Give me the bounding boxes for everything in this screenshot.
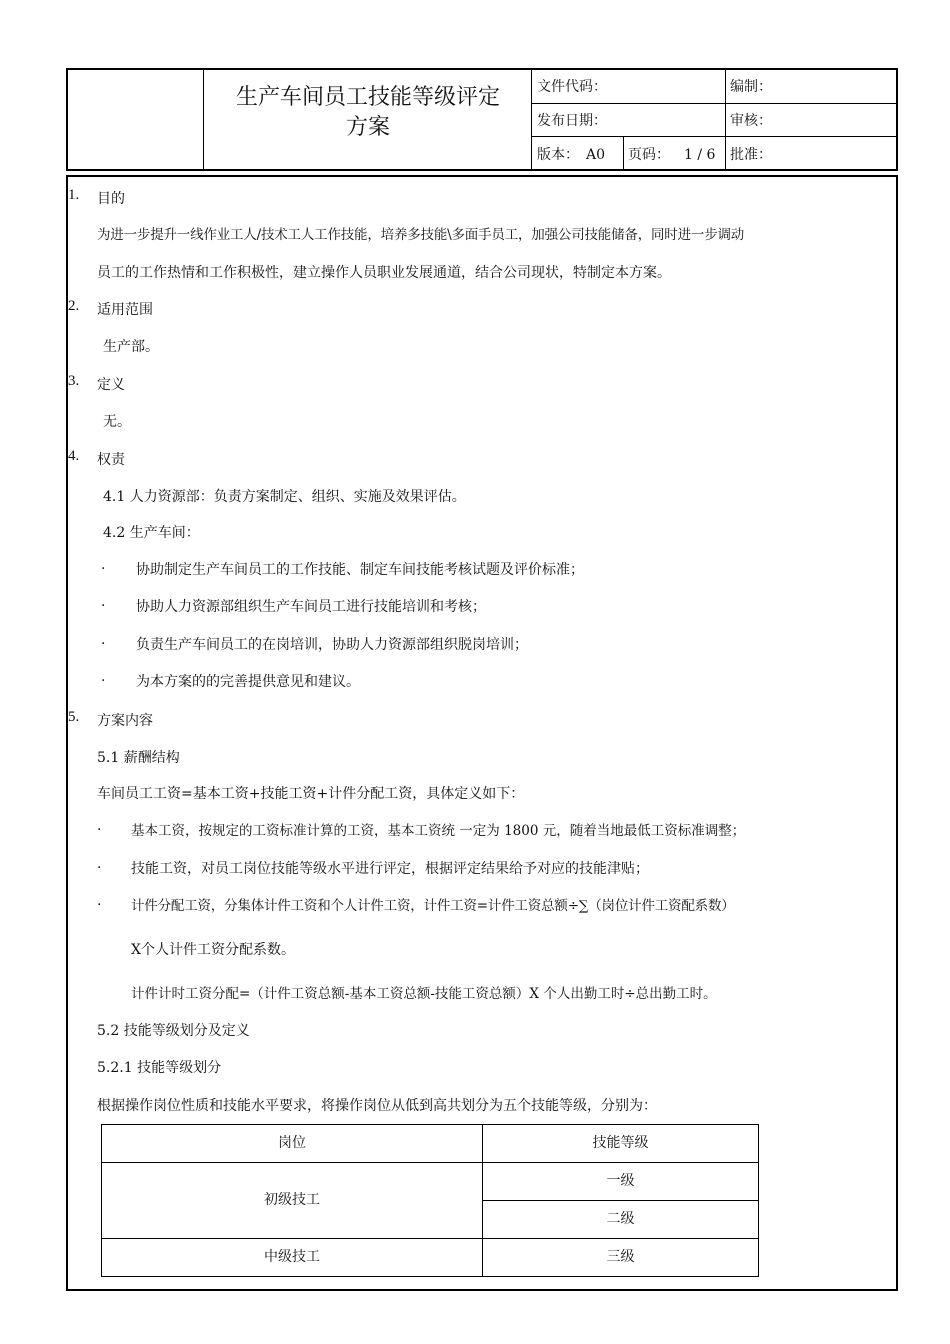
section-1-title: 目的 (97, 191, 125, 207)
section-5-bullet-1: 基本工资，按规定的工资标准计算的工资，基本工资统 一定为 1800 元，随着当地最低工资标准调整； (131, 823, 746, 839)
section-3-paragraph: 无。 (103, 414, 131, 430)
bullet-dot: · (101, 636, 106, 652)
prepared-by-label: 编制： (730, 79, 772, 95)
table-cell-junior-technician: 初级技工 (264, 1192, 320, 1208)
table-cell-level-1: 一级 (606, 1173, 635, 1189)
table-header-skill-level: 技能等级 (592, 1135, 649, 1151)
section-1-paragraph-line-2: 员工的工作热情和工作积极性，建立操作人员职业发展通道，结合公司现状，特制定本方案。 (97, 265, 671, 281)
section-4-2: 4.2 生产车间： (103, 525, 200, 541)
section-4-bullet-2: 协助人力资源部组织生产车间员工进行技能培训和考核； (136, 599, 486, 615)
approve-label: 批准： (730, 147, 772, 163)
section-5-1-heading: 5.1 薪酬结构 (97, 750, 180, 766)
section-4-bullet-1: 协助制定生产车间员工的工作技能、制定车间技能考核试题及评价标准； (136, 562, 584, 578)
section-4-number: 4. (68, 448, 80, 464)
section-5-2-1-paragraph: 根据操作岗位性质和技能水平要求，将操作岗位从低到高共划分为五个技能等级，分别为： (97, 1098, 657, 1114)
section-5-1-paragraph: 车间员工工资=基本工资+技能工资+计件分配工资，具体定义如下： (97, 786, 525, 802)
section-5-formula: 计件计时工资分配=（计件工资总额-基本工资总额-技能工资总额）X 个人出勤工时÷总出勤工时。 (131, 986, 717, 1002)
section-4-1: 4.1 人力资源部：负责方案制定、组织、实施及效果评估。 (103, 489, 466, 505)
page-label: 页码： (628, 147, 670, 163)
section-4-bullet-3: 负责生产车间员工的在岗培训，协助人力资源部组织脱岗培训； (136, 637, 528, 653)
bullet-dot: · (97, 822, 102, 838)
section-4-bullet-4: 为本方案的的完善提供意见和建议。 (136, 674, 360, 690)
document-title (205, 83, 531, 143)
doc-code-label: 文件代码： (537, 79, 607, 95)
version-value: A0 (586, 147, 606, 163)
bullet-dot: · (101, 673, 106, 689)
section-5-2-heading: 5.2 技能等级划分及定义 (97, 1023, 250, 1039)
table-cell-level-2: 二级 (606, 1211, 635, 1227)
section-1-paragraph-line-1: 为进一步提升一线作业工人/技术工人工作技能，培养多技能\多面手员工，加强公司技能储备，同时进一步调动 (97, 227, 745, 243)
version-label: 版本： (537, 147, 579, 163)
section-5-title: 方案内容 (97, 713, 153, 729)
section-4-title: 权责 (97, 452, 125, 468)
title-line-2: 方案 (345, 115, 390, 140)
section-3-number: 3. (68, 373, 80, 389)
title-line-1: 生产车间员工技能等级评定 (235, 85, 500, 110)
review-label: 审核： (730, 113, 772, 129)
section-3-title: 定义 (97, 377, 125, 393)
page-number: 1 / 6 (684, 147, 716, 163)
bullet-dot: · (101, 598, 106, 614)
section-5-number: 5. (68, 709, 80, 725)
section-2-title: 适用范围 (97, 302, 153, 318)
bullet-dot: · (97, 897, 102, 913)
section-2-paragraph: 生产部。 (103, 339, 159, 355)
section-5-bullet-3-continued: X个人计件工资分配系数。 (131, 942, 295, 958)
section-2-number: 2. (68, 298, 80, 314)
section-5-bullet-3: 计件分配工资，分集体计件工资和个人计件工资，计件工资=计件工资总额÷∑（岗位计件工资配系数） (131, 898, 735, 914)
section-5-bullet-2: 技能工资，对员工岗位技能等级水平进行评定，根据评定结果给予对应的技能津贴； (131, 861, 649, 877)
section-1-number: 1. (68, 187, 80, 203)
table-cell-level-3: 三级 (606, 1249, 635, 1265)
section-5-2-1-heading: 5.2.1 技能等级划分 (97, 1060, 222, 1076)
bullet-dot: · (97, 860, 102, 876)
bullet-dot: · (101, 561, 106, 577)
issue-date-label: 发布日期： (537, 113, 607, 129)
table-cell-intermediate-technician: 中级技工 (264, 1249, 320, 1265)
table-header-post: 岗位 (278, 1135, 306, 1151)
